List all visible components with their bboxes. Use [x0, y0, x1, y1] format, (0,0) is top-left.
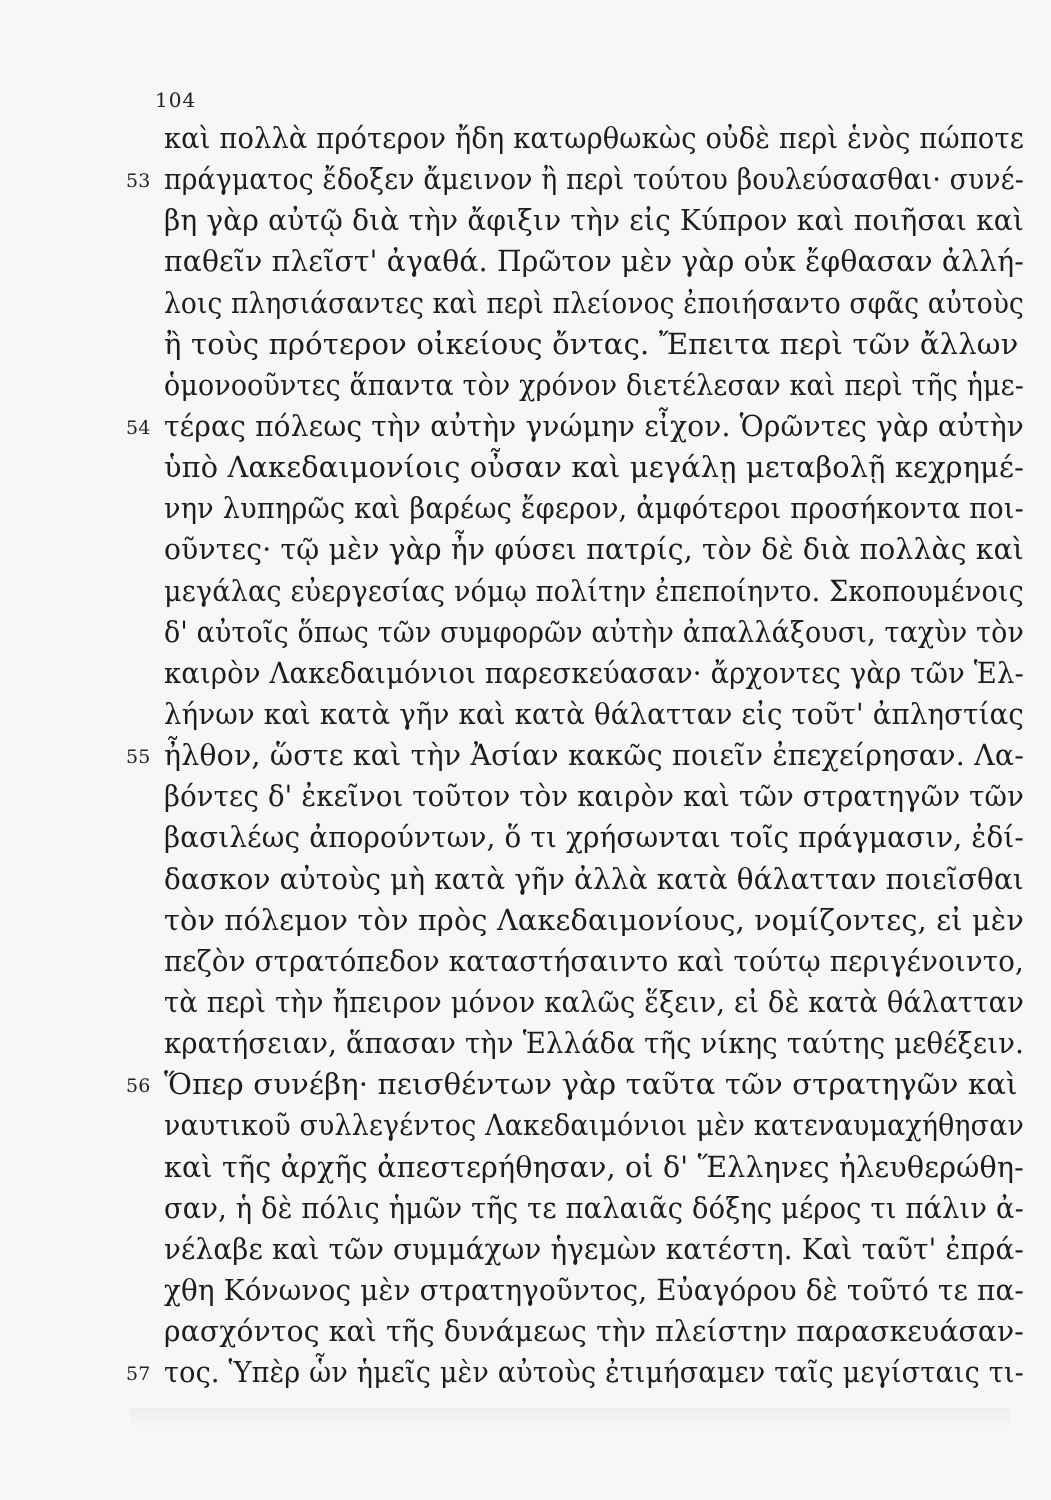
line-text: Ὅπερ συνέβη· πεισθέντων γὰρ ταῦτα τῶν στρατηγῶν καὶ — [164, 1067, 1018, 1102]
text-line — [126, 1229, 1031, 1270]
line-text: δ' αὐτοῖς ὅπως τῶν συμφορῶν αὐτὴν ἀπαλλάξουσι, ταχὺν τὸν — [164, 614, 1024, 649]
text-line — [126, 900, 1031, 941]
section-number: 57 — [126, 1363, 151, 1386]
line-text: ἢ τοὺς πρότερον οἰκείους ὄντας. Ἔπειτα περὶ τῶν ἄλλων — [164, 326, 1019, 361]
text-line — [126, 1023, 1031, 1064]
line-text: κρατήσειαν, ἅπασαν τὴν Ἑλλάδα τῆς νίκης ταύτης μεθέξειν. — [164, 1026, 1024, 1061]
page-number: 104 — [155, 88, 197, 112]
text-line — [126, 653, 1031, 694]
greek-text-block — [126, 118, 1031, 1393]
text-line — [126, 1147, 1031, 1188]
text-line — [126, 612, 1031, 653]
text-line — [126, 1311, 1031, 1352]
line-text: ἦλθον, ὥστε καὶ τὴν Ἀσίαν κακῶς ποιεῖν ἐπεχείρησαν. Λα- — [164, 738, 1024, 773]
line-text: βασιλέως ἀπορούντων, ὅ τι χρήσωνται τοῖς πράγμασιν, ἐδί- — [164, 820, 1024, 855]
text-line — [126, 159, 1031, 200]
text-line — [126, 447, 1031, 488]
line-text: τέρας πόλεως τὴν αὐτὴν γνώμην εἶχον. Ὁρῶντες γὰρ αὐτὴν — [164, 408, 1024, 443]
text-line — [126, 1270, 1031, 1311]
section-number: 53 — [126, 170, 151, 193]
line-text: πεζὸν στρατόπεδον καταστήσαιντο καὶ τούτῳ περιγένοιντο, — [164, 943, 1024, 978]
text-line — [126, 1064, 1031, 1105]
line-text: σαν, ἡ δὲ πόλις ἡμῶν τῆς τε παλαιᾶς δόξης μέρος τι πάλιν ἀ- — [164, 1190, 1024, 1225]
line-text: δασκον αὐτοὺς μὴ κατὰ γῆν ἀλλὰ κατὰ θάλατταν ποιεῖσθαι — [164, 861, 1024, 896]
text-line — [126, 1352, 1031, 1393]
line-text: λοις πλησιάσαντες καὶ περὶ πλείονος ἐποιήσαντο σφᾶς αὐτοὺς — [164, 285, 1024, 320]
text-line — [126, 571, 1031, 612]
text-line — [126, 488, 1031, 529]
text-line — [126, 859, 1031, 900]
text-line — [126, 817, 1031, 858]
line-text: ὁμονοοῦντες ἅπαντα τὸν χρόνον διετέλεσαν καὶ περὶ τῆς ἡμε- — [164, 367, 1024, 402]
text-line — [126, 241, 1031, 282]
text-line — [126, 324, 1031, 365]
text-line — [126, 118, 1031, 159]
line-text: τὰ περὶ τὴν ἤπειρον μόνον καλῶς ἕξειν, εἰ δὲ κατὰ θάλατταν — [164, 984, 1024, 1019]
text-line — [126, 694, 1031, 735]
show-through-shadow — [130, 1408, 1010, 1428]
line-text: νην λυπηρῶς καὶ βαρέως ἔφερον, ἀμφότεροι προσήκοντα ποι- — [164, 491, 1024, 526]
text-line — [126, 200, 1031, 241]
text-line — [126, 1105, 1031, 1146]
text-line — [126, 1188, 1031, 1229]
text-line — [126, 365, 1031, 406]
line-text: παθεῖν πλεῖστ' ἀγαθά. Πρῶτον μὲν γὰρ οὐκ ἔφθασαν ἀλλή- — [164, 244, 1024, 279]
line-text: βη γὰρ αὐτῷ διὰ τὴν ἄφιξιν τὴν εἰς Κύπρον καὶ ποιῆσαι καὶ — [164, 203, 1024, 238]
text-line — [126, 283, 1031, 324]
line-text: τος. Ὑπὲρ ὧν ἡμεῖς μὲν αὐτοὺς ἐτιμήσαμεν ταῖς μεγίσταις τι- — [164, 1355, 1024, 1390]
text-line — [126, 941, 1031, 982]
line-text: χθη Κόνωνος μὲν στρατηγοῦντος, Εὐαγόρου δὲ τοῦτό τε πα- — [164, 1272, 1024, 1307]
line-text: καιρὸν Λακεδαιμόνιοι παρεσκεύασαν· ἄρχοντες γὰρ τῶν Ἑλ- — [164, 655, 1024, 690]
section-number: 56 — [126, 1075, 151, 1098]
text-line — [126, 982, 1031, 1023]
line-text: καὶ τῆς ἀρχῆς ἀπεστερήθησαν, οἱ δ' Ἕλληνες ἠλευθερώθη- — [164, 1149, 1024, 1184]
text-line — [126, 406, 1031, 447]
line-text: πράγματος ἔδοξεν ἄμεινον ἢ περὶ τούτου βουλεύσασθαι· συνέ- — [164, 162, 1024, 197]
text-line — [126, 529, 1031, 570]
text-line — [126, 776, 1031, 817]
line-text: ρασχόντος καὶ τῆς δυνάμεως τὴν πλείστην παρασκευάσαν- — [164, 1314, 1024, 1349]
line-text: λήνων καὶ κατὰ γῆν καὶ κατὰ θάλατταν εἰς τοῦτ' ἀπληστίας — [164, 696, 1024, 731]
text-line — [126, 735, 1031, 776]
section-number: 54 — [126, 416, 151, 439]
line-text: οῦντες· τῷ μὲν γὰρ ἦν φύσει πατρίς, τὸν δὲ διὰ πολλὰς καὶ — [164, 532, 1024, 567]
line-text: ὑπὸ Λακεδαιμονίοις οὖσαν καὶ μεγάλῃ μεταβολῇ κεχρημέ- — [164, 450, 1024, 485]
line-text: νέλαβε καὶ τῶν συμμάχων ἡγεμὼν κατέστη. Καὶ ταῦτ' ἐπρά- — [164, 1231, 1024, 1266]
line-text: ναυτικοῦ συλλεγέντος Λακεδαιμόνιοι μὲν κατεναυμαχήθησαν — [164, 1108, 1024, 1143]
line-text: μεγάλας εὐεργεσίας νόμῳ πολίτην ἐπεποίηντο. Σκοπουμένοις — [164, 573, 1024, 608]
section-number: 55 — [126, 746, 151, 769]
line-text: τὸν πόλεμον τὸν πρὸς Λακεδαιμονίους, νομίζοντες, εἰ μὲν — [164, 902, 1024, 937]
line-text: βόντες δ' ἐκεῖνοι τοῦτον τὸν καιρὸν καὶ τῶν στρατηγῶν τῶν — [164, 779, 1024, 814]
line-text: καὶ πολλὰ πρότερον ἤδη κατωρθωκὼς οὐδὲ περὶ ἑνὸς πώποτε — [164, 121, 1024, 155]
